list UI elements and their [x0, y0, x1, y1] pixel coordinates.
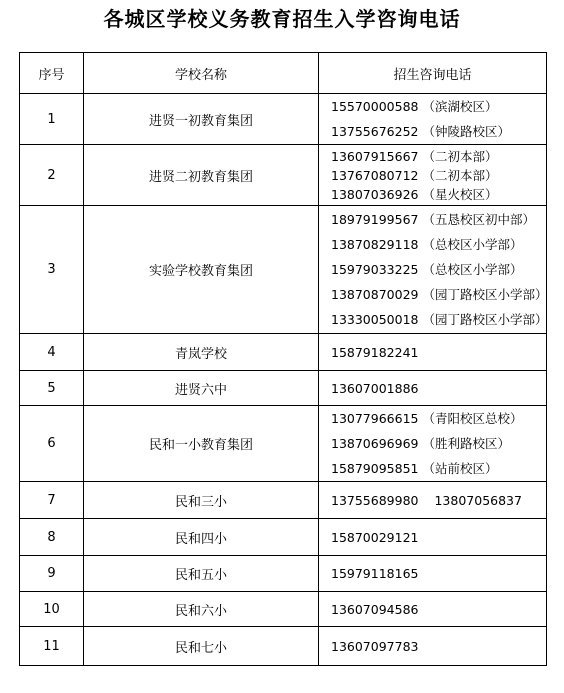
phone-entry — [331, 406, 546, 431]
school-name: 民和一小教育集团 — [84, 406, 319, 482]
table-row — [20, 145, 547, 206]
campus-note: （园丁路校区小学部） — [422, 287, 548, 302]
table-row — [20, 94, 547, 145]
phone-number: 13330050018 — [331, 312, 419, 327]
phone-entry — [331, 340, 546, 365]
phone-cell — [319, 334, 547, 371]
phone-cell — [319, 406, 547, 482]
phone-number: 13755676252 — [331, 124, 419, 139]
campus-note: （滨湖校区） — [422, 99, 498, 114]
table-row — [20, 627, 547, 666]
phone-cell — [319, 556, 547, 592]
table-row — [20, 592, 547, 627]
campus-note: （总校区小学部） — [422, 237, 523, 252]
phone-entry — [331, 119, 546, 144]
campus-note: （总校区小学部） — [422, 262, 523, 277]
phone-entry — [331, 525, 546, 550]
phone-number: 15870029121 — [331, 529, 419, 545]
school-name: 青岚学校 — [84, 334, 319, 371]
phone-cell — [319, 94, 547, 145]
row-number: 4 — [20, 334, 84, 371]
row-number: 8 — [20, 519, 84, 556]
phone-entry — [331, 488, 546, 513]
header-phone: 招生咨询电话 — [319, 53, 547, 94]
phone-number: 13607097783 — [331, 638, 419, 654]
phone-number: 13755689980 — [331, 492, 419, 508]
phone-number: 13870829118 — [331, 237, 419, 252]
phone-cell — [319, 592, 547, 627]
campus-note: （青阳校区总校） — [422, 411, 523, 426]
hotline-table — [19, 52, 547, 666]
campus-note: （二初本部） — [422, 167, 498, 183]
campus-note: （胜利路校区） — [422, 436, 510, 451]
phone-number: 13607915667 — [331, 148, 419, 164]
phone-entry — [331, 634, 546, 659]
campus-note: （站前校区） — [422, 461, 498, 476]
phone-number: 13807036926 — [331, 186, 419, 202]
campus-note: （钟陵路校区） — [422, 124, 510, 139]
table-row — [20, 556, 547, 592]
phone-number: 15979118165 — [331, 566, 419, 581]
table-row — [20, 371, 547, 406]
phone-entry — [331, 307, 546, 332]
school-name: 进贤一初教育集团 — [84, 94, 319, 145]
phone-number: 15879095851 — [331, 461, 419, 476]
phone-cell — [319, 519, 547, 556]
phone-entry — [331, 282, 546, 307]
page-title: 各城区学校义务教育招生入学咨询电话 — [103, 7, 461, 31]
phone-number: 15570000588 — [331, 99, 419, 114]
phone-number: 13767080712 — [331, 167, 419, 183]
table-row — [20, 519, 547, 556]
phone-number: 13607094586 — [331, 601, 419, 617]
row-number: 5 — [20, 371, 84, 406]
phone-entry — [331, 597, 546, 622]
phone-cell — [319, 206, 547, 334]
table-row — [20, 334, 547, 371]
phone-cell — [319, 371, 547, 406]
table-row — [20, 406, 547, 482]
table-row — [20, 206, 547, 334]
phone-entry — [331, 456, 546, 481]
phone-entry — [331, 185, 546, 204]
school-name: 进贤六中 — [84, 371, 319, 406]
phone-number: 18979199567 — [331, 212, 419, 227]
school-name: 民和四小 — [84, 519, 319, 556]
phone-number: 13870696969 — [331, 436, 419, 451]
row-number: 7 — [20, 482, 84, 519]
row-number: 2 — [20, 145, 84, 206]
header-number: 序号 — [20, 53, 84, 94]
campus-note: （二初本部） — [422, 148, 498, 164]
phone-entry — [331, 376, 546, 401]
phone-entry — [331, 561, 546, 586]
phone-cell — [319, 627, 547, 666]
school-name: 民和七小 — [84, 627, 319, 666]
school-name: 民和六小 — [84, 592, 319, 627]
phone-entry — [331, 431, 546, 456]
phone-entry — [331, 94, 546, 119]
row-number: 10 — [20, 592, 84, 627]
phone-cell — [319, 145, 547, 206]
row-number: 6 — [20, 406, 84, 482]
school-name: 实验学校教育集团 — [84, 206, 319, 334]
row-number: 3 — [20, 206, 84, 334]
phone-entry — [331, 257, 546, 282]
header-school-name: 学校名称 — [84, 53, 319, 94]
phone-number: 13607001886 — [331, 380, 419, 396]
table-body — [20, 94, 547, 666]
phone-number: 15879182241 — [331, 344, 419, 360]
campus-note: （五恳校区初中部） — [422, 212, 535, 227]
school-name: 民和三小 — [84, 482, 319, 519]
table-header-row — [20, 53, 547, 94]
campus-note: （星火校区） — [422, 186, 498, 202]
phone-number: 15979033225 — [331, 262, 419, 277]
phone-entry — [331, 166, 546, 185]
phone-cell — [319, 482, 547, 519]
phone-entry — [331, 207, 546, 232]
phone-number: 13807056837 — [434, 492, 522, 508]
phone-number: 13870870029 — [331, 287, 419, 302]
campus-note: （园丁路校区小学部） — [422, 312, 548, 327]
row-number: 9 — [20, 556, 84, 592]
table-row — [20, 482, 547, 519]
school-name: 进贤二初教育集团 — [84, 145, 319, 206]
phone-number: 13077966615 — [331, 411, 419, 426]
row-number: 1 — [20, 94, 84, 145]
school-name: 民和五小 — [84, 556, 319, 592]
phone-entry — [331, 147, 546, 166]
row-number: 11 — [20, 627, 84, 666]
phone-entry — [331, 232, 546, 257]
